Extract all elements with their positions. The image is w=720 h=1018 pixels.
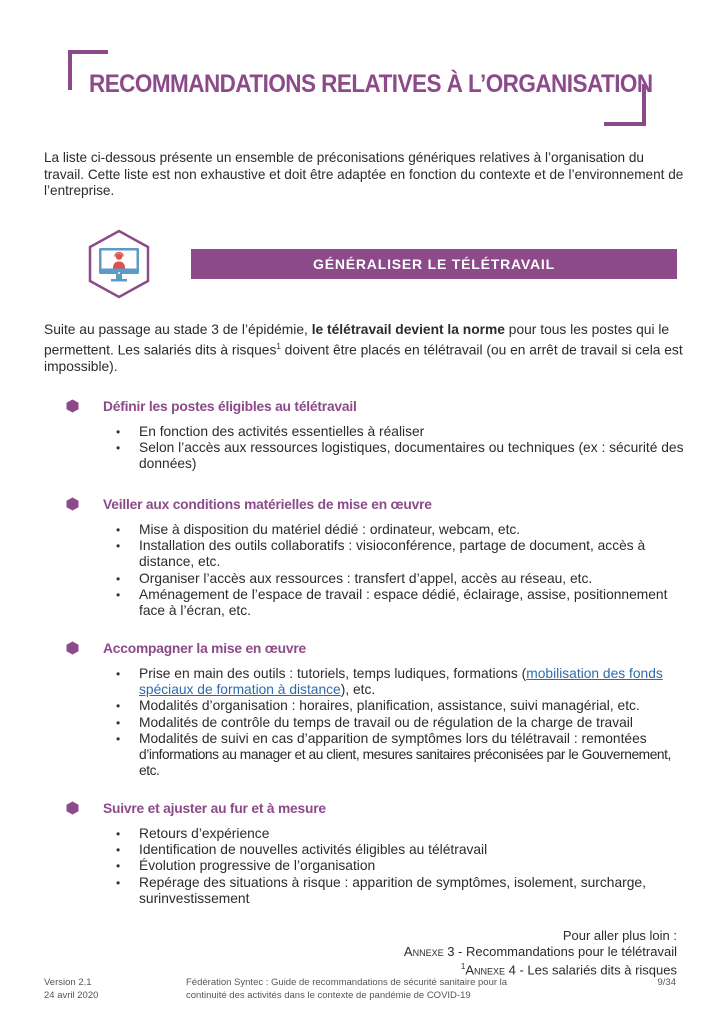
annex-3-text: - Recommandations pour le télétravail xyxy=(454,943,677,959)
hexagon-bullet-icon xyxy=(66,641,79,655)
footnote-ref: 1 xyxy=(276,341,281,351)
lead-text-after: doivent être placés en télétravail (ou en arrêt de travail si cela est impossible). xyxy=(44,342,683,374)
list-item xyxy=(114,666,686,698)
page-number: 9/34 xyxy=(657,977,676,988)
list-item: • Mise à disposition du matériel dédié : ordinateur, webcam, etc. xyxy=(114,522,686,538)
list-item: • Identification de nouvelles activités éligibles au télétravail xyxy=(114,842,686,858)
list-item-text: Prise en main des outils : tutoriels, temps ludiques, formations ( xyxy=(139,666,527,681)
annex-4-label: Annexe 4 xyxy=(465,962,516,978)
annex-4-reference[interactable] xyxy=(404,959,677,978)
list-item: • Modalités d’organisation : horaires, planification, assistance, suivi managérial, etc. xyxy=(114,698,686,714)
list-item: • Selon l’accès aux ressources logistiques, documentaires ou techniques (ex : sécurité des données) xyxy=(114,440,686,472)
list-item: • Organiser l’accès aux ressources : transfert d’appel, accès au réseau, etc. xyxy=(114,571,686,587)
hexagon-bullet-icon xyxy=(66,399,79,413)
further-reading-heading: Pour aller plus loin : xyxy=(562,928,677,943)
further-reading xyxy=(404,928,677,978)
footer-doc-line-2: continuité des activités dans le contexte de pandémie de COVID-19 xyxy=(186,989,471,1001)
footer-document-title xyxy=(186,977,507,1002)
footer-version: Version 2.1 xyxy=(44,977,92,988)
list-item-text-after: ), etc. xyxy=(340,682,376,698)
annex-3-label: Annexe 3 xyxy=(403,943,455,959)
lead-text-before: Suite au passage au stade 3 de l’épidémie, xyxy=(44,322,312,337)
list-item: • En fonction des activités essentielles à réaliser xyxy=(114,424,686,440)
annex-3-reference[interactable] xyxy=(404,944,677,960)
list-item: • Retours d’expérience xyxy=(114,826,686,842)
section-title: Suivre et ajuster au fur et à mesure xyxy=(103,800,326,816)
list-item: • Modalités de contrôle du temps de travail ou de régulation de la charge de travail xyxy=(114,715,686,731)
hexagon-bullet-icon xyxy=(66,801,79,815)
list-item xyxy=(114,731,686,780)
section-title: Accompagner la mise en œuvre xyxy=(103,640,306,656)
list-item: • Installation des outils collaboratifs : visioconférence, partage de document, accès à distance, etc. xyxy=(114,538,686,570)
section-title: Veiller aux conditions matérielles de mise en œuvre xyxy=(103,496,432,512)
footer-version-block xyxy=(44,977,98,1002)
section-banner xyxy=(191,249,677,279)
footer-date: 24 avril 2020 xyxy=(44,989,99,1001)
lead-text-middle: pour tous les postes qui le permettent. Les salariés dits à risques xyxy=(44,322,670,358)
list-item-text: Modalités de suivi en cas d’apparition de symptômes lors du télétravail : remontées xyxy=(139,730,647,746)
list-item: • Repérage des situations à risque : apparition de symptômes, isolement, surcharge, surinvestissement xyxy=(114,875,686,907)
hexagon-bullet-icon xyxy=(66,497,79,511)
banner-label: GÉNÉRALISER LE TÉLÉTRAVAIL xyxy=(313,256,555,272)
teleworker-monitor-icon xyxy=(87,229,151,299)
list-item-text-continued: d’informations au manager et au client, mesures sanitaires préconisées par le Gouvernement, etc. xyxy=(139,747,671,779)
training-funds-link[interactable]: mobilisation des fonds spéciaux de formation à distance xyxy=(139,666,663,698)
section-support-implementation xyxy=(66,638,686,779)
footnote-marker: 1 xyxy=(460,962,466,971)
list-item: • Aménagement de l’espace de travail : espace dédié, éclairage, assise, positionnement face à l’écran, etc. xyxy=(114,587,686,619)
page-title: RECOMMANDATIONS RELATIVES À L’ORGANISATION xyxy=(89,70,653,98)
section-material-conditions xyxy=(66,494,686,619)
lead-paragraph xyxy=(44,322,684,375)
section-define-eligible-posts xyxy=(66,396,686,473)
footer-doc-line-1: Fédération Syntec : Guide de recommandations de sécurité sanitaire pour la xyxy=(186,977,508,988)
lead-emphasis: le télétravail devient la norme xyxy=(311,322,505,337)
annex-4-text: - Les salariés dits à risques xyxy=(515,962,677,978)
list-item: • Évolution progressive de l’organisation xyxy=(114,858,686,874)
section-monitor-adjust xyxy=(66,798,686,907)
intro-paragraph: La liste ci-dessous présente un ensemble de préconisations génériques relatives à l’organisation du travail. Cette liste est non exhaustive et doit être adaptée en fonction du contexte et de l’environnement de l’entreprise. xyxy=(44,150,684,198)
section-title: Définir les postes éligibles au télétravail xyxy=(103,398,357,414)
